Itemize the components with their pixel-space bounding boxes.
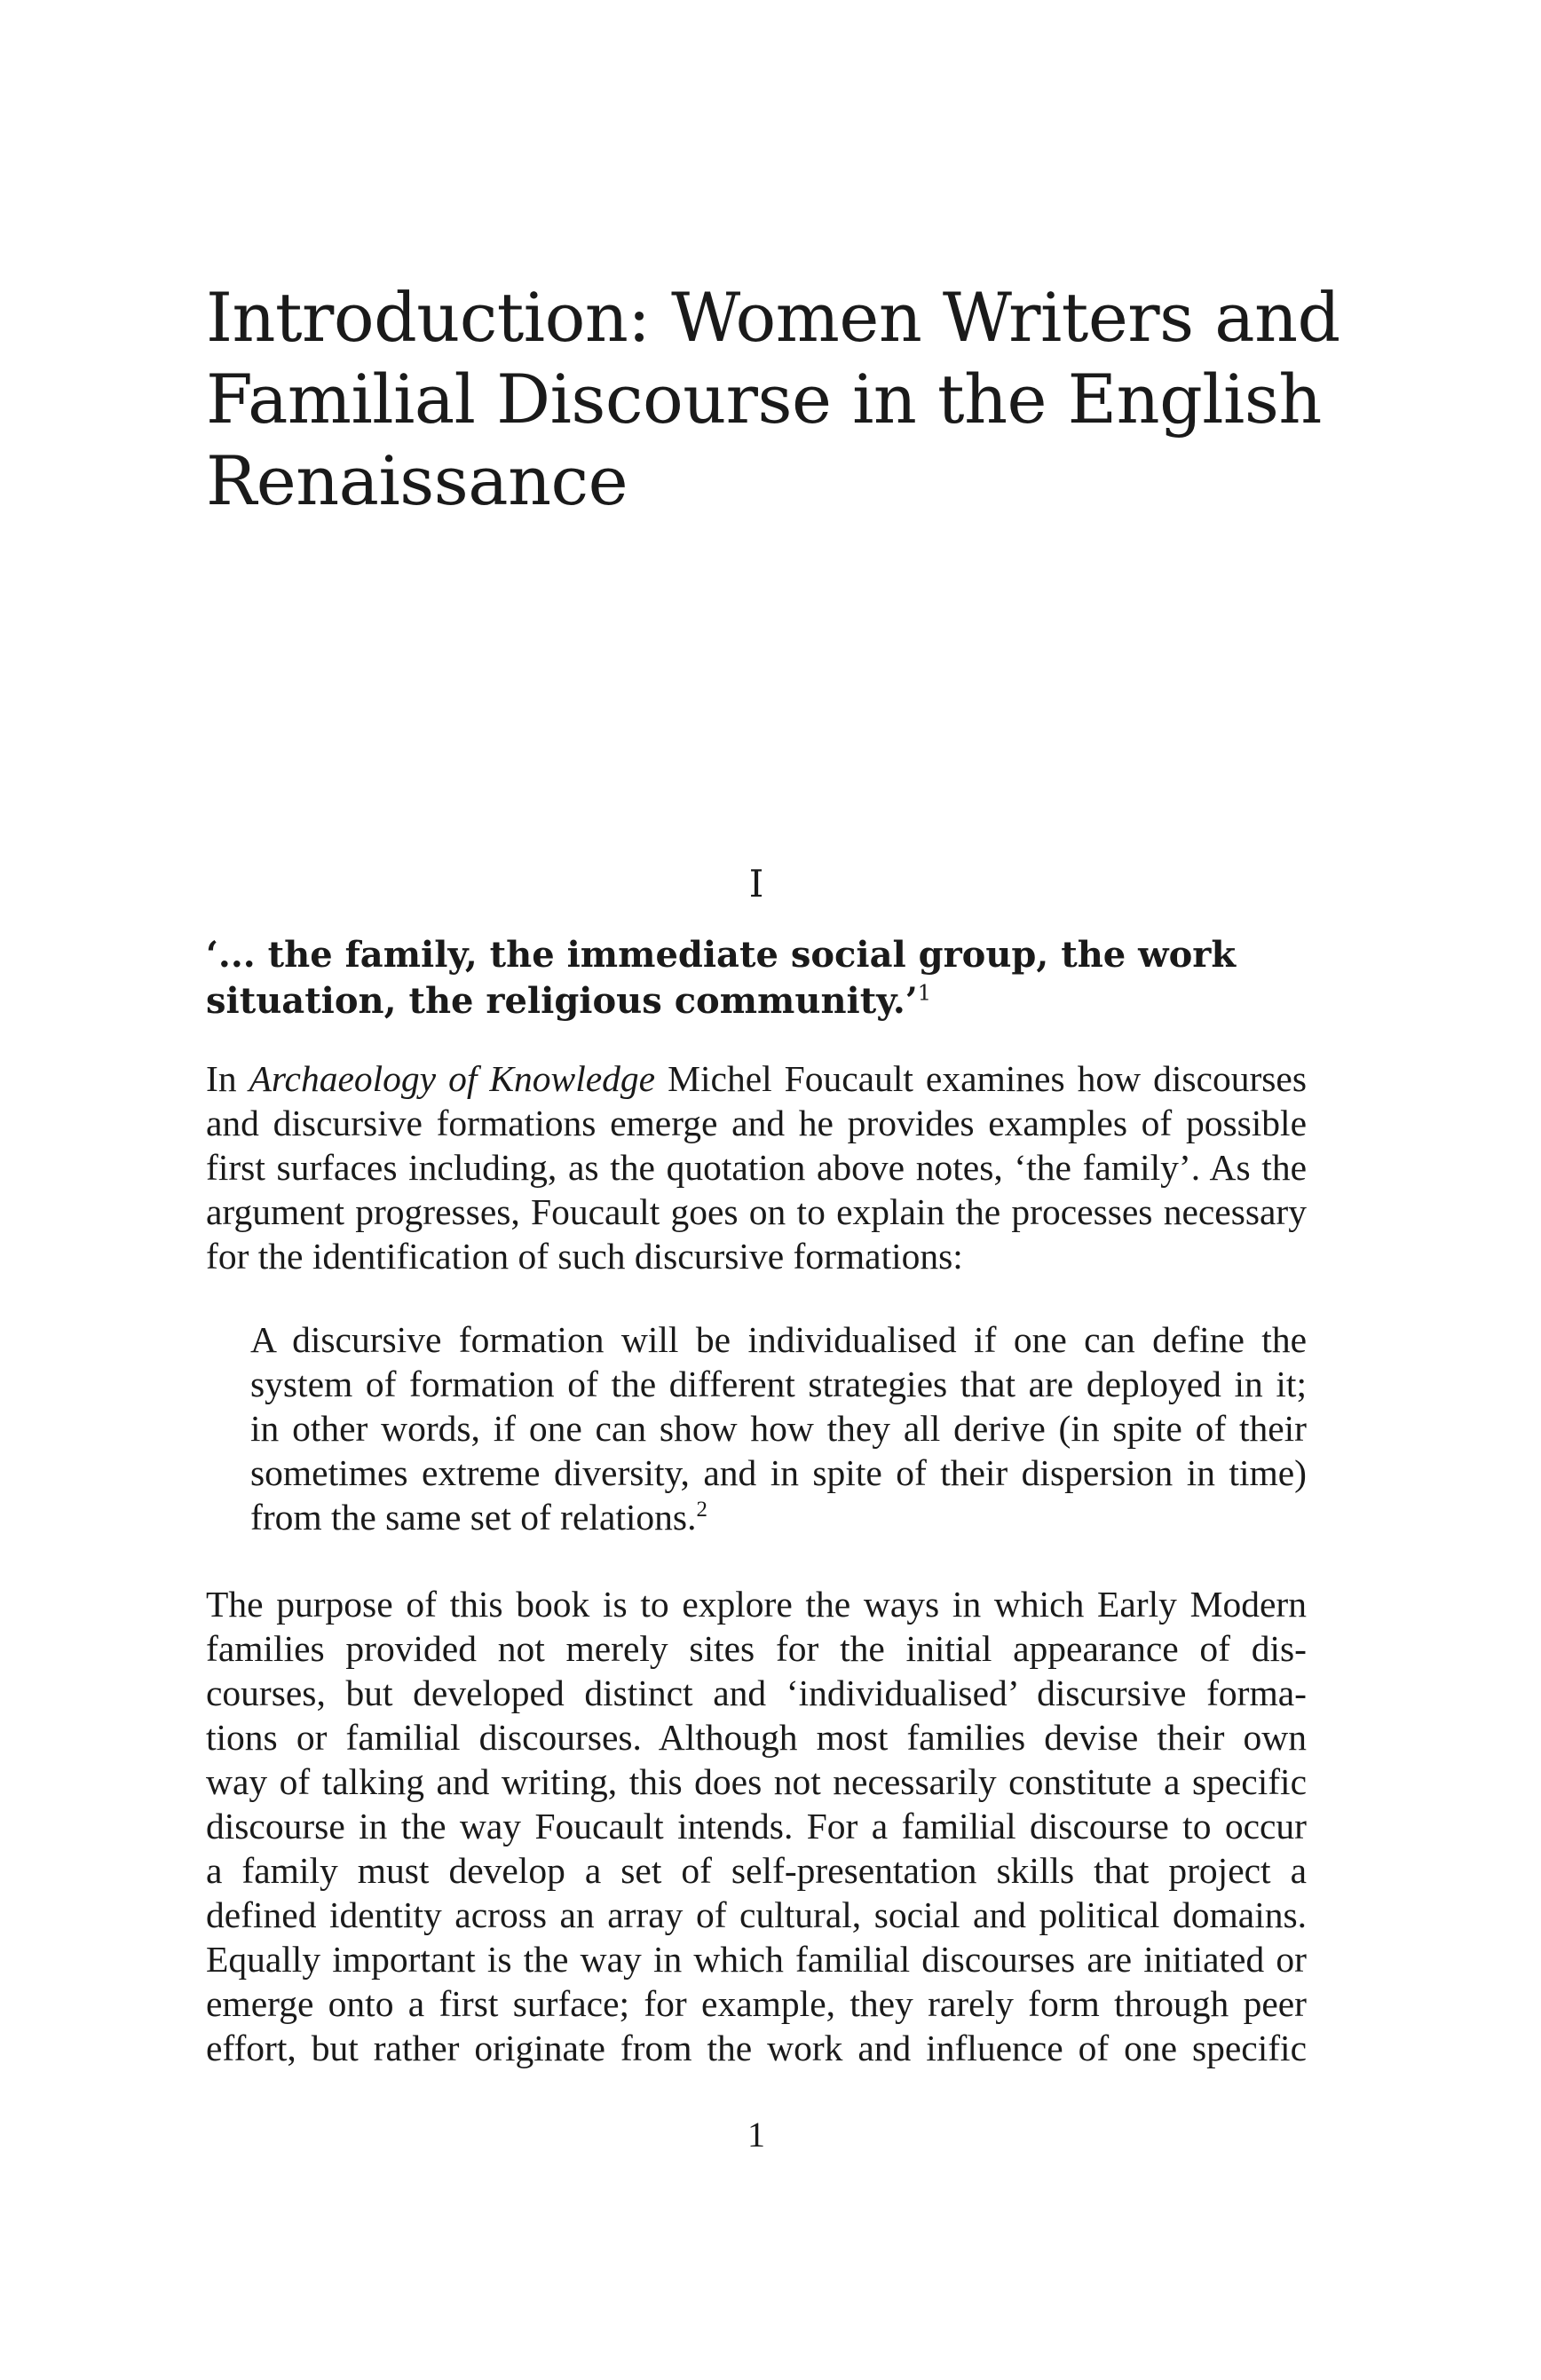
section-number: I — [748, 862, 764, 905]
paragraph-1-line-5: for the identification of such discursive formations: — [206, 1236, 963, 1277]
block-quote — [250, 1317, 1307, 1539]
paragraph-1 — [206, 1056, 1307, 1278]
epigraph-line-1: ‘... the family, the immediate social group, the work — [206, 934, 1237, 976]
footnote-ref-2[interactable]: 2 — [696, 1498, 707, 1522]
paragraph-1-lead: In — [206, 1058, 249, 1099]
paragraph-2-line-11: effort, but rather originate from the work and influence of one specific — [206, 2028, 1307, 2068]
paragraph-2-line-5: way of talking and writing, this does not necessarily constitute a specific — [206, 1761, 1307, 1802]
chapter-title-line-2: Familial Discourse in the English — [206, 360, 1322, 439]
paragraph-1-line-4: argument progresses, Foucault goes on to explain the processes necessary — [206, 1191, 1307, 1232]
paragraph-2-line-10: emerge onto a first surface; for example, they rarely form through peer — [206, 1983, 1307, 2024]
block-quote-line-5 — [250, 1495, 1307, 1539]
chapter-title-line-3: Renaissance — [206, 441, 628, 520]
chapter-title-line-1: Introduction: Women Writers and — [206, 278, 1340, 357]
book-title: Archaeology of Knowledge — [249, 1058, 656, 1099]
footnote-ref-1[interactable]: 1 — [917, 980, 931, 1006]
paragraph-2-line-7: a family must develop a set of self-presentation skills that project a — [206, 1850, 1307, 1891]
epigraph-line-2-text: situation, the religious community.’ — [206, 980, 918, 1022]
chapter-title — [206, 277, 1351, 522]
epigraph — [206, 932, 1324, 1024]
paragraph-2-line-9: Equally important is the way in which familial discourses are initiated or — [206, 1939, 1307, 1980]
block-quote-line-4: sometimes extreme diversity, and in spite of their dispersion in time) — [250, 1452, 1307, 1493]
paragraph-2-line-4: tions or familial discourses. Although most families devise their own — [206, 1717, 1307, 1758]
paragraph-2-line-8: defined identity across an array of cultural, social and political domains. — [206, 1894, 1307, 1935]
paragraph-1-line-1-rest: Michel Foucault examines how discourses — [655, 1058, 1307, 1099]
page-number: 1 — [747, 2115, 765, 2155]
epigraph-line-2 — [206, 978, 1324, 1024]
paragraph-2-line-2: families provided not merely sites for the initial appearance of dis- — [206, 1628, 1307, 1669]
block-quote-line-5-text: from the same set of relations. — [250, 1497, 697, 1538]
paragraph-2-line-1: The purpose of this book is to explore the ways in which Early Modern — [206, 1584, 1307, 1625]
paragraph-1-line-1 — [206, 1056, 1307, 1101]
paragraph-1-line-3: first surfaces including, as the quotation above notes, ‘the family’. As the — [206, 1147, 1307, 1188]
paragraph-2 — [206, 1582, 1307, 2070]
paragraph-2-line-6: discourse in the way Foucault intends. For a familial discourse to occur — [206, 1806, 1307, 1846]
paragraph-1-line-2: and discursive formations emerge and he provides examples of possible — [206, 1103, 1307, 1143]
paragraph-2-line-3: courses, but developed distinct and ‘individualised’ discursive forma- — [206, 1672, 1307, 1713]
block-quote-line-1: A discursive formation will be individualised if one can define the — [250, 1319, 1307, 1360]
block-quote-line-2: system of formation of the different strategies that are deployed in it; — [250, 1364, 1307, 1404]
block-quote-line-3: in other words, if one can show how they all derive (in spite of their — [250, 1408, 1307, 1449]
